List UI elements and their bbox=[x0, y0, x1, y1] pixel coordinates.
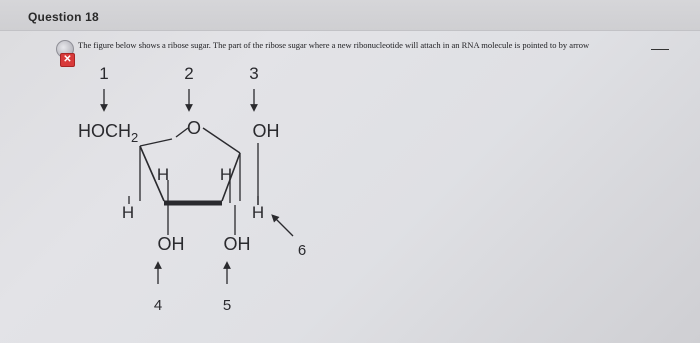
arrow-number-1: 1 bbox=[99, 64, 109, 83]
bond-c4-up bbox=[140, 139, 172, 146]
arrow-number-2: 2 bbox=[184, 64, 194, 83]
question-prompt: The figure below shows a ribose sugar. The part of the ribose sugar where a new ribonucleotide will attach in an RNA molecule is pointed to by arrow bbox=[78, 40, 590, 50]
arrow-number-5: 5 bbox=[222, 297, 232, 314]
arrow-6 bbox=[274, 217, 293, 236]
question-title: Question 18 bbox=[28, 10, 99, 24]
ring-oxygen-label: O bbox=[186, 118, 202, 138]
arrow-number-3: 3 bbox=[249, 64, 259, 83]
h-right-inner-label: H bbox=[219, 165, 233, 184]
h-right-outer-label: H bbox=[251, 203, 265, 222]
hoch2-label: $HOCH_2$ bbox=[78, 121, 139, 145]
oh-bottom-right-label: OH bbox=[223, 234, 251, 254]
arrow-number-6: 6 bbox=[297, 242, 307, 259]
oh-top-label: OH bbox=[252, 121, 280, 141]
h-left-outer-label: H bbox=[121, 203, 135, 222]
h-left-inner-label: H bbox=[156, 165, 170, 184]
oh-bottom-left-label: OH bbox=[157, 234, 185, 254]
x-icon: ✕ bbox=[60, 53, 75, 67]
arrow-number-4: 4 bbox=[153, 297, 163, 314]
bond-o-c1 bbox=[203, 128, 240, 153]
